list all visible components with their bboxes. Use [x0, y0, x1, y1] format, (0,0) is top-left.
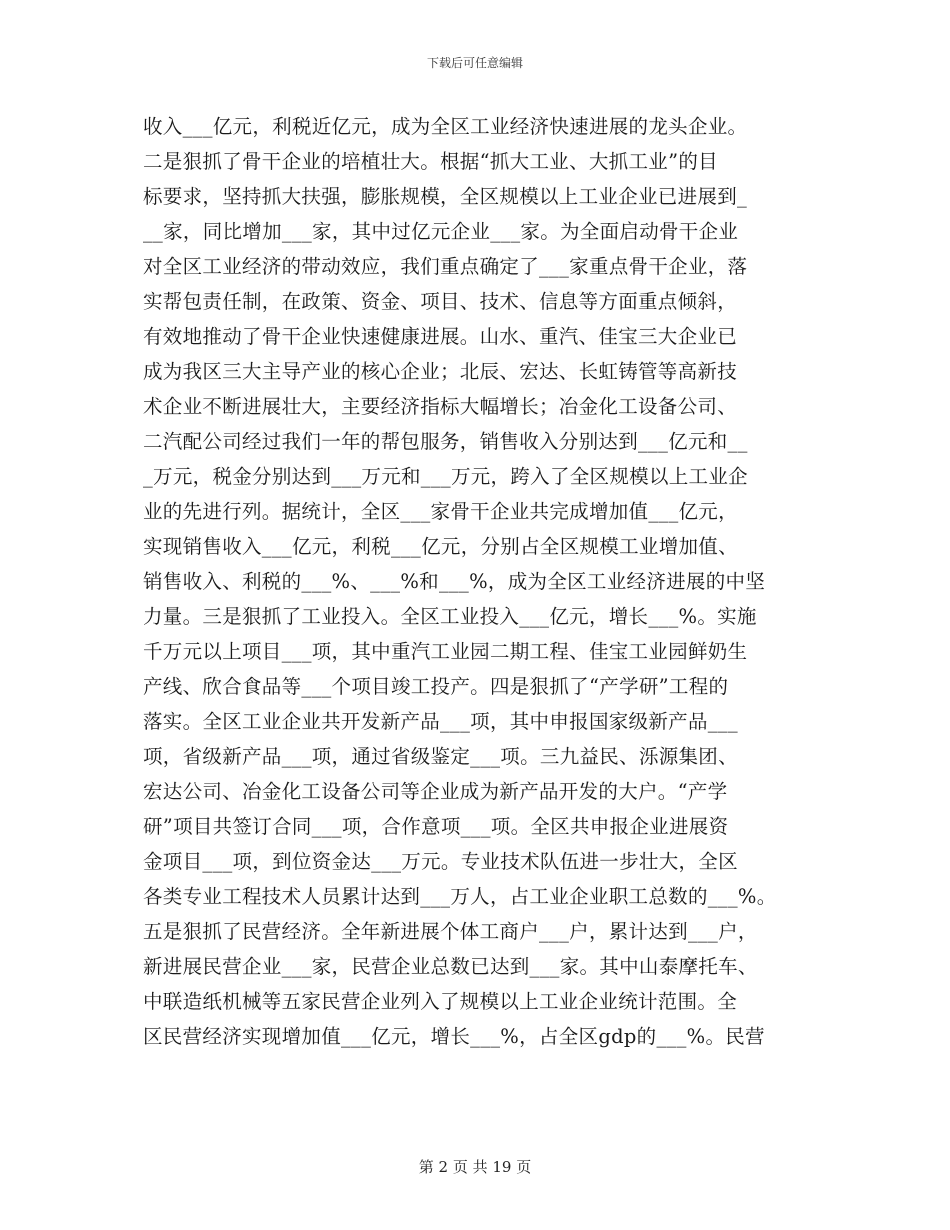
text-line: _万元，税金分别达到___万元和___万元，跨入了全区规模以上工业企	[143, 465, 748, 488]
text-line: 力量。三是狠抓了工业投入。全区工业投入___亿元，增长___%。实施	[143, 605, 757, 628]
text-line: 对全区工业经济的带动效应，我们重点确定了___家重点骨干企业，落	[143, 255, 748, 278]
text-line: 研”项目共签订合同___项，合作意项___项。全区共申报企业进展资	[143, 815, 729, 838]
text-line: 落实。全区工业企业共开发新产品___项，其中申报国家级新产品___	[143, 710, 738, 733]
page-header-note: 下载后可任意编辑	[426, 56, 523, 70]
text-line: 标要求，坚持抓大扶强，膨胀规模，全区规模以上工业企业已进展到_	[143, 185, 748, 208]
text-line: 新进展民营企业___家，民营企业总数已达到___家。其中山泰摩托车、	[143, 955, 758, 978]
text-line: 有效地推动了骨干企业快速健康进展。山水、重汽、佳宝三大企业已	[143, 325, 738, 348]
text-line: 实帮包责任制，在政策、资金、项目、技术、信息等方面重点倾斜，	[143, 290, 738, 313]
text-line: 术企业不断进展壮大，主要经济指标大幅增长；冶金化工设备公司、	[143, 395, 738, 418]
text-line: __家，同比增加___家，其中过亿元企业___家。为全面启动骨干企业	[143, 220, 739, 243]
text-line: 业的先进行列。据统计，全区___家骨干企业共完成增加值___亿元，	[143, 500, 738, 523]
text-line: 销售收入、利税的___%、___%和___%，成为全区工业经济进展的中坚	[143, 570, 766, 593]
text-line: 项，省级新产品___项，通过省级鉴定___项。三九益民、泺源集团、	[143, 745, 738, 768]
text-line: 五是狠抓了民营经济。全年新进展个体工商户___户，累计达到___户，	[143, 920, 758, 943]
text-line: 千万元以上项目___项，其中重汽工业园二期工程、佳宝工业园鲜奶生	[143, 640, 748, 663]
text-line: 二汽配公司经过我们一年的帮包服务，销售收入分别达到___亿元和__	[143, 430, 748, 453]
text-line: 区民营经济实现增加值___亿元，增长___%，占全区gdp的___%。民营	[143, 1025, 765, 1048]
text-line: 各类专业工程技术人员累计达到___万人，占工业企业职工总数的___%。	[143, 885, 777, 908]
text-line: 宏达公司、冶金化工设备公司等企业成为新产品开发的大户。“产学	[143, 780, 728, 803]
body-text	[143, 109, 823, 1054]
text-line: 成为我区三大主导产业的核心企业；北辰、宏达、长虹铸管等高新技	[143, 360, 738, 383]
text-line: 二是狠抓了骨干企业的培植壮大。根据“抓大工业、大抓工业”的目	[143, 150, 718, 173]
text-line: 中联造纸机械等五家民营企业列入了规模以上工业企业统计范围。全	[143, 990, 738, 1013]
text-line: 收入___亿元，利税近亿元，成为全区工业经济快速进展的龙头企业。	[143, 115, 748, 138]
text-line: 实现销售收入___亿元，利税___亿元，分别占全区规模工业增加值、	[143, 535, 738, 558]
text-line: 产线、欣合食品等___个项目竣工投产。四是狠抓了“产学研”工程的	[143, 675, 729, 698]
page-number: 第 2 页 共 19 页	[418, 1158, 532, 1176]
text-line: 金项目___项，到位资金达___万元。专业技术队伍进一步壮大，全区	[143, 850, 738, 873]
